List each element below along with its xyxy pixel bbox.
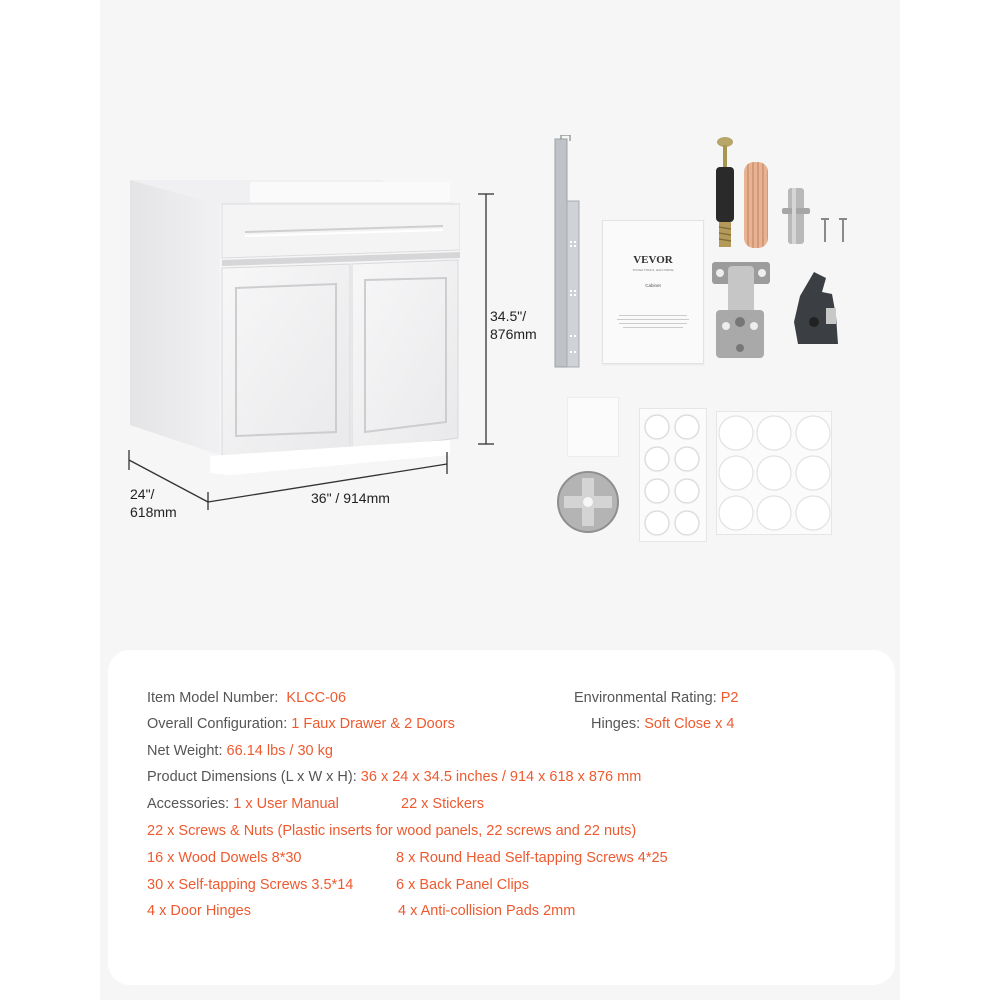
self-tapping-screws-image [820,218,850,244]
spec-weight-label: Net Weight: [147,743,223,759]
spec-hinges-value: Soft Close x 4 [644,716,735,732]
spec-hinges-label: Hinges: [591,716,641,732]
spec-accessories-label: Accessories: [147,796,230,812]
accessory-item: 8 x Round Head Self-tapping Screws 4*25 [396,850,668,866]
spec-dimensions [147,768,641,786]
accessory-item: 6 x Back Panel Clips [396,877,529,893]
manual-title: Cabinet [645,283,661,288]
height-inches: 34.5"/ [490,308,527,324]
cam-bolt-icon [710,137,740,249]
cabinet-icon [120,180,460,480]
depth-mm: 618mm [130,504,177,520]
cabinet-image [120,180,460,480]
spec-model [147,689,346,707]
clip-icon [792,272,844,348]
height-dimension-label [490,307,537,343]
spec-environmental [574,689,738,707]
sticker-sheet-image [567,397,619,457]
accessory-item: 4 x Anti-collision Pads 2mm [398,903,576,919]
accessory-item: 30 x Self-tapping Screws 3.5*14 [147,877,354,893]
height-mm: 876mm [490,326,537,342]
spec-hinges [591,715,734,733]
manual-brand: VEVOR [633,254,673,266]
accessory-item: 1 x User Manual [233,796,339,812]
cam-lock-nut-image [556,470,620,534]
spec-weight [147,742,333,760]
anti-collision-pads-image [639,408,707,542]
insert-nut-icon [782,188,810,244]
cam-lock-icon [556,470,620,534]
drawer-slide-rail-image [552,135,584,371]
spec-weight-value: 66.14 lbs / 30 kg [226,743,333,759]
width-dimension-label: 36" / 914mm [311,490,390,506]
spec-model-label: Item Model Number: [147,690,279,706]
spec-dimensions-value: 36 x 24 x 34.5 inches / 914 x 618 x 876 mm [360,769,642,785]
user-manual-image [602,220,704,364]
back-panel-clip-image [792,272,844,348]
manual-tagline: TOUGH TOOLS, HALF PRICE [632,268,674,272]
spec-accessories [147,795,339,813]
spec-environmental-label: Environmental Rating: [574,690,717,706]
pads-icon [640,409,706,541]
wood-dowel-image [744,162,768,248]
spec-configuration [147,715,455,733]
spec-configuration-value: 1 Faux Drawer & 2 Doors [291,716,455,732]
screw-icon [820,218,850,244]
cam-bolt-image [710,137,740,249]
spec-dimensions-label: Product Dimensions (L x W x H): [147,769,357,785]
soft-close-hinge-image [712,260,770,360]
accessory-item: 16 x Wood Dowels 8*30 [147,850,302,866]
hinge-icon [712,260,770,360]
slide-rail-icon [552,135,584,371]
insert-nut-image [782,188,810,244]
depth-inches: 24"/ [130,486,155,502]
round-stickers-icon [717,412,831,534]
spec-model-value: KLCC-06 [286,690,347,706]
accessory-item: 22 x Screws & Nuts (Plastic inserts for wood panels, 22 screws and 22 nuts) [147,823,637,839]
round-stickers-image [716,411,832,535]
accessory-item: 22 x Stickers [401,796,484,812]
depth-dimension-label [130,485,177,521]
spec-configuration-label: Overall Configuration: [147,716,288,732]
spec-environmental-value: P2 [720,690,739,706]
accessory-item: 4 x Door Hinges [147,903,251,919]
